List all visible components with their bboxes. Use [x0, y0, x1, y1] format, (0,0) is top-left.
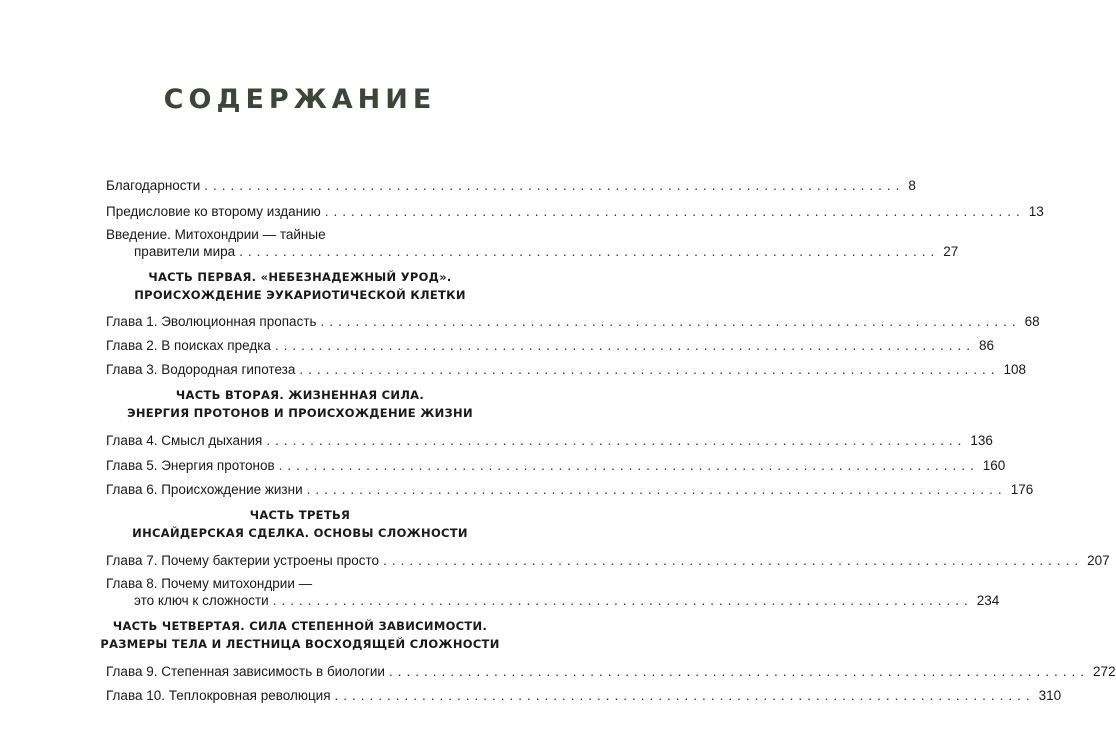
toc-entry[interactable] — [106, 361, 1026, 378]
part-heading-line2: РАЗМЕРЫ ТЕЛА И ЛЕСТНИЦА ВОСХОДЯЩЕЙ СЛОЖНОСТИ — [100, 637, 500, 651]
part-heading — [80, 386, 520, 422]
dot-leader: ................................................................................ — [299, 362, 1000, 377]
entry-page: 136 — [970, 433, 993, 448]
dot-leader: ................................................................................ — [306, 482, 1007, 497]
entry-title-line1: Глава 8. Почему митохондрии — — [106, 576, 313, 591]
dot-leader: ................................................................................ — [324, 204, 1025, 219]
entry-title: Благодарности — [106, 178, 201, 193]
toc-entry[interactable] — [106, 481, 1034, 498]
part-heading-line2: ЭНЕРГИЯ ПРОТОНОВ И ПРОИСХОЖДЕНИЕ ЖИЗНИ — [127, 406, 473, 420]
part-heading-line2: ПРОИСХОЖДЕНИЕ ЭУКАРИОТИЧЕСКОЙ КЛЕТКИ — [134, 288, 466, 302]
toc-entry[interactable] — [106, 432, 993, 449]
toc-entry[interactable] — [106, 177, 916, 194]
entry-page: 310 — [1038, 688, 1062, 703]
dot-leader: ................................................................................ — [320, 314, 1021, 329]
dot-leader: ................................................................................ — [388, 664, 1090, 679]
dot-leader: ................................................................................ — [383, 553, 1084, 568]
part-heading-line1: ЧАСТЬ ПЕРВАЯ. «НЕБЕЗНАДЕЖНЫЙ УРОД». — [148, 270, 452, 284]
toc-entry[interactable] — [106, 552, 1110, 569]
entry-page: 13 — [1028, 204, 1044, 219]
entry-page: 207 — [1087, 553, 1110, 568]
dot-leader: ................................................................................ — [274, 338, 975, 353]
toc-entry[interactable] — [106, 457, 1006, 474]
page-title: СОДЕРЖАНИЕ — [163, 84, 437, 115]
toc-entry[interactable] — [106, 203, 1044, 220]
entry-page: 86 — [978, 338, 995, 353]
part-heading-line2: ИНСАЙДЕРСКАЯ СДЕЛКА. ОСНОВЫ СЛОЖНОСТИ — [132, 526, 468, 540]
part-heading-line1: ЧАСТЬ ЧЕТВЕРТАЯ. СИЛА СТЕПЕННОЙ ЗАВИСИМОСТИ. — [112, 619, 488, 633]
part-heading-line1: ЧАСТЬ ТРЕТЬЯ — [249, 508, 351, 522]
entry-page: 108 — [1003, 362, 1026, 377]
entry-page: 68 — [1024, 314, 1040, 329]
entry-page: 160 — [982, 458, 1006, 473]
entry-title: Глава 7. Почему бактерии устроены просто — [106, 553, 380, 568]
entry-page: 176 — [1010, 482, 1034, 497]
entry-title: Глава 3. Водородная гипотеза — [106, 362, 296, 377]
entry-title: Глава 10. Теплокровная революция — [106, 688, 331, 703]
part-heading — [80, 268, 520, 304]
entry-title: Предисловие ко второму изданию — [106, 204, 321, 219]
toc-entry[interactable] — [106, 575, 1000, 609]
dot-leader: ................................................................................ — [334, 688, 1035, 703]
toc-entry[interactable] — [106, 663, 1116, 680]
entry-page: 8 — [908, 178, 916, 193]
dot-leader: ................................................................................ — [204, 178, 905, 193]
part-heading — [80, 617, 520, 653]
entry-title-line2: это ключ к сложности — [134, 593, 269, 608]
entry-title-line2: правители мира — [134, 244, 236, 259]
toc-entry[interactable] — [106, 337, 995, 354]
entry-title: Глава 9. Степенная зависимость в биологии — [106, 664, 385, 679]
entry-title: Глава 1. Эволюционная пропасть — [106, 314, 317, 329]
entry-title: Глава 4. Смысл дыхания — [106, 433, 263, 448]
dot-leader: ................................................................................ — [266, 433, 967, 448]
dot-leader: ................................................................................ — [272, 593, 973, 608]
part-heading-line1: ЧАСТЬ ВТОРАЯ. ЖИЗНЕННАЯ СИЛА. — [175, 388, 425, 402]
part-heading — [80, 506, 520, 542]
entry-page: 27 — [943, 244, 959, 259]
entry-title: Глава 6. Происхождение жизни — [106, 482, 303, 497]
entry-page: 234 — [976, 593, 1000, 608]
toc-entry[interactable] — [106, 313, 1040, 330]
toc-entry[interactable] — [106, 226, 959, 260]
entry-title: Глава 2. В поисках предка — [106, 338, 271, 353]
entry-page: 272 — [1093, 664, 1116, 679]
entry-title: Глава 5. Энергия протонов — [106, 458, 275, 473]
dot-leader: ................................................................................ — [239, 244, 940, 259]
dot-leader: ................................................................................ — [278, 458, 979, 473]
toc-entry[interactable] — [106, 687, 1062, 704]
entry-title-line1: Введение. Митохондрии — тайные — [106, 227, 326, 242]
